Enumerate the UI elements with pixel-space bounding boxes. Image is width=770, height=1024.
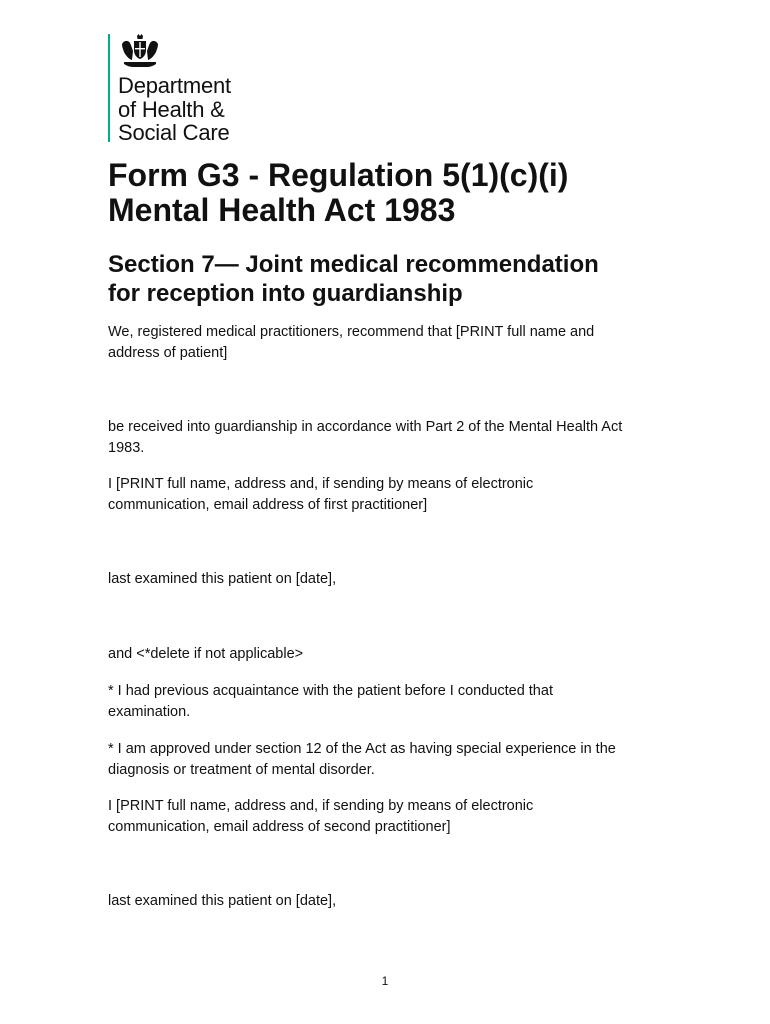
previous-acquaintance-paragraph <box>108 681 678 722</box>
page-number: 1 <box>381 974 389 988</box>
paragraph-line: We, registered medical practitioners, recommend that [PRINT full name and <box>108 324 595 340</box>
paragraph-line: * I had previous acquaintance with the patient before I conducted that <box>108 683 553 699</box>
section-heading <box>108 250 728 308</box>
paragraph-line: diagnosis or treatment of mental disorder. <box>108 761 375 778</box>
logo-accent-rule <box>108 34 110 142</box>
paragraph-line: address of patient] <box>108 344 228 361</box>
paragraph-line: communication, email address of second practitioner] <box>108 818 451 835</box>
paragraph-line: 1983. <box>108 439 145 456</box>
royal-coat-of-arms-icon <box>118 34 162 70</box>
guardianship-paragraph <box>108 417 678 458</box>
paragraph-line: last examined this patient on [date], <box>108 893 337 909</box>
organisation-line: of Health & <box>118 96 225 122</box>
paragraph-line: and <*delete if not applicable> <box>108 646 304 662</box>
form-title-line: Form G3 - Regulation 5(1)(c)(i) <box>108 157 569 193</box>
form-title-line: Mental Health Act 1983 <box>108 192 456 228</box>
section-12-approval-paragraph <box>108 739 678 780</box>
second-practitioner-paragraph <box>108 796 678 837</box>
delete-instruction-paragraph <box>108 644 678 665</box>
organisation-line: Social Care <box>118 120 230 145</box>
paragraph-line: I [PRINT full name, address and, if sending by means of electronic <box>108 798 534 814</box>
organisation-line: Department <box>118 73 231 98</box>
paragraph-line: be received into guardianship in accordance with Part 2 of the Mental Health Act <box>108 419 623 435</box>
first-examination-date-paragraph <box>108 569 678 590</box>
first-practitioner-paragraph <box>108 474 678 515</box>
paragraph-line: examination. <box>108 703 191 720</box>
patient-recommendation-paragraph <box>108 322 678 363</box>
paragraph-line: communication, email address of first practitioner] <box>108 496 428 513</box>
form-title <box>108 158 728 228</box>
section-heading-line: for reception into guardianship <box>108 280 463 307</box>
paragraph-line: last examined this patient on [date], <box>108 571 337 587</box>
paragraph-line: * I am approved under section 12 of the Act as having special experience in the <box>108 741 616 757</box>
second-examination-date-paragraph <box>108 891 678 912</box>
paragraph-line: I [PRINT full name, address and, if sending by means of electronic <box>108 476 534 492</box>
organisation-name <box>118 74 231 145</box>
section-heading-line: Section 7— Joint medical recommendation <box>108 251 599 278</box>
